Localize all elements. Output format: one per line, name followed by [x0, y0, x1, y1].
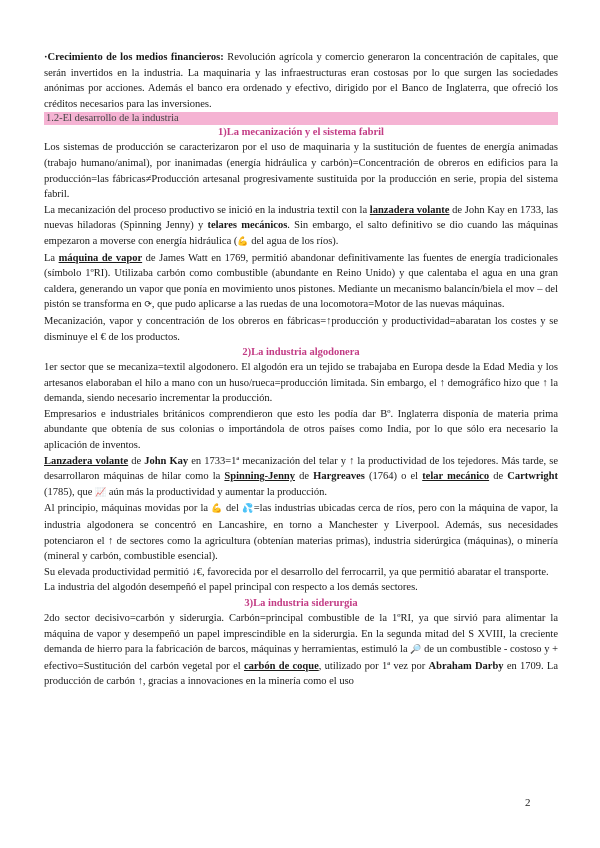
text: de John Kay en 1733, las nuevas hiladoras (Spinning Jenny) y	[44, 204, 558, 232]
page-number: 2	[525, 797, 531, 809]
s1-paragraph-4: Mecanización, vapor y concentración de los obreros en fábricas=↑producción y productividad=abaratan los costes y se disminuye el € de los productos.	[44, 315, 558, 343]
term-telar-mecanico: telar mecánico	[422, 471, 490, 483]
s2-paragraph-3	[44, 454, 558, 502]
text: aún más la productividad y aumentar la producción.	[106, 486, 327, 498]
term-telares-mecanicos: telares mecánicos	[207, 220, 288, 232]
term-cartwright: Cartwright	[507, 471, 558, 483]
text: de	[128, 455, 145, 467]
heading-mecanizacion: 1)La mecanización y el sistema fabril	[218, 127, 384, 139]
term-spinning-jenny: Spinning-Jenny	[224, 471, 296, 483]
term-abraham-darby: Abraham Darby	[428, 660, 504, 672]
text: (1785), que	[44, 486, 96, 498]
s3-paragraph-1	[44, 611, 558, 690]
text: =las industrias ubicadas cerca de ríos, pero con la máquina de vapor, la industria algodonera se concentró en Lancashire, en torno a Manchester y Liverpool. Además, sus necesidades potenciaron el ↑ de sectores como la agricultura (obtenían materias primas), industria siderúrgica (máquinas), o minería (mineral y carbón, combustible esencial).	[44, 503, 558, 563]
cycle-icon: ⟳	[144, 300, 152, 311]
section-title: 1.2-El desarrollo de la industria	[44, 112, 558, 125]
text: La	[44, 252, 59, 264]
term-john-kay: John Kay	[144, 455, 189, 467]
heading-algodonera: 2)La industria algodonera	[242, 347, 360, 359]
text: de	[295, 471, 314, 483]
water-drops-icon: 💦	[242, 504, 254, 515]
text: Al principio, máquinas movidas por la	[44, 503, 212, 515]
document-page	[44, 50, 558, 690]
heading-siderurgia: 3)La industria siderurgia	[244, 598, 358, 609]
text: en 1709. La producción de carbón ↑, gracias a innovaciones en la minería como el uso	[44, 660, 558, 688]
text: , que pudo aplicarse a las ruedas de una locomotora=Motor de las nuevas máquinas.	[151, 299, 505, 311]
intro-text: Revolución agrícola y comercio generaron la concentración de capitales, que serán invertidos en la industria. La maquinaria y las infraestructuras eran costosas por lo que surgen las sociedades anónimas por acciones. Además el banco era ordenado y efectivo, dirigido por el Banco de Inglaterra, que ofreció los créditos necesarios para las inversiones.	[44, 52, 558, 110]
s1-paragraph-1: Los sistemas de producción se caracterizaron por el uso de maquinaria y la sustitución de fuentes de energía animadas (trabajo humano/animal), por inanimadas (energía hidráulica y carbón)=Concentración de obreros en edificios para la producción=las fábricas≠Producción artesanal progresivamente sustituida por la producción en serie, propia del sistema fabril.	[44, 142, 558, 201]
muscle-icon: 💪	[237, 236, 249, 247]
text: La mecanización del proceso productivo se inició en la industria textil con la	[44, 204, 370, 216]
text: de un combustible - costoso y + efectivo=Sustitución del carbón vegetal por el	[44, 644, 559, 672]
s1-paragraph-2	[44, 203, 558, 251]
text: , utilizado por 1ª vez por	[318, 660, 429, 672]
term-hargreaves: Hargreaves	[313, 471, 365, 483]
intro-paragraph	[44, 50, 558, 112]
chart-up-icon: 📈	[95, 487, 107, 498]
text: 2do sector decisivo=carbón y siderurgia. Carbón=principal combustible de la 1ºRI, ya que sirvió para alimentar la máquina de vapor y desempeñó un papel imprescindible en la siderurgia. En la segunda mitad del S XVIII, la creciente demanda de hierro para la fabricación de barcos, máquinas y herramientas, estimuló la	[44, 613, 558, 656]
s2-paragraph-1: 1er sector que se mecaniza=textil algodonero. El algodón era un tejido se trabajaba en Europa desde la Edad Media y los artesanos elaboraban el hilo a mano con un huso/rueca=producción limitada. Sin embargo, el ↑ demográfico hizo que ↑ la demanda, siendo necesario incrementar la producción.	[44, 362, 558, 405]
term-maquina-de-vapor: máquina de vapor	[58, 252, 143, 264]
text: (1764) o el	[364, 471, 423, 483]
intro-bold: ·Crecimiento de los medios financieros:	[44, 52, 224, 63]
term-lanzadera-volante: lanzadera volante	[369, 204, 450, 216]
text: . Sin embargo, el salto definitivo se dio cuando las máquinas empezaron a moverse con energía hidráulica (	[44, 220, 558, 247]
magnifier-icon: 🔎	[410, 645, 422, 656]
term-carbon-de-coque: carbón de coque	[243, 660, 319, 672]
s2-paragraph-5: Su elevada productividad permitió ↓€, favorecida por el desarrollo del ferrocarril, ya que permitió abaratar el transporte.	[44, 566, 549, 578]
text: de James Watt en 1769, permitió abandonar definitivamente las fuentes de energía tradicionales (símbolo 1ºRI). Utilizaba carbón como combustible (abundante en Reino Unido) y que calentaba el agua en una gran caldera, generando un vapor que ponía en movimiento unos pistones. Mediante un mecanismo balancín/biela el mov – del pistón se transforma en	[44, 252, 559, 311]
muscle-icon: 💪	[211, 504, 223, 515]
s1-paragraph-3	[44, 251, 558, 314]
text: del agua de los ríos).	[248, 235, 339, 247]
s2-paragraph-6: La industria del algodón desempeñó el papel principal con respecto a los demás sectores.	[44, 582, 418, 594]
s2-paragraph-2: Empresarios e industriales británicos comprendieron que esto les podía dar Bº. Inglaterra disponía de materia prima abundante que obtenía de sus colonias o importándola de otros países como India, por lo que sólo era necesario la aplicación de inventos.	[44, 408, 558, 452]
text: de	[489, 471, 508, 483]
term-lanzadera-volante-2: Lanzadera volante	[44, 455, 129, 467]
text: en 1733=1ª mecanización del telar y ↑ la productividad de los tejedores. Más tarde, se desarrollaron máquinas de hilar como la	[44, 455, 558, 483]
text: del	[222, 503, 243, 515]
s2-paragraph-4	[44, 501, 558, 564]
